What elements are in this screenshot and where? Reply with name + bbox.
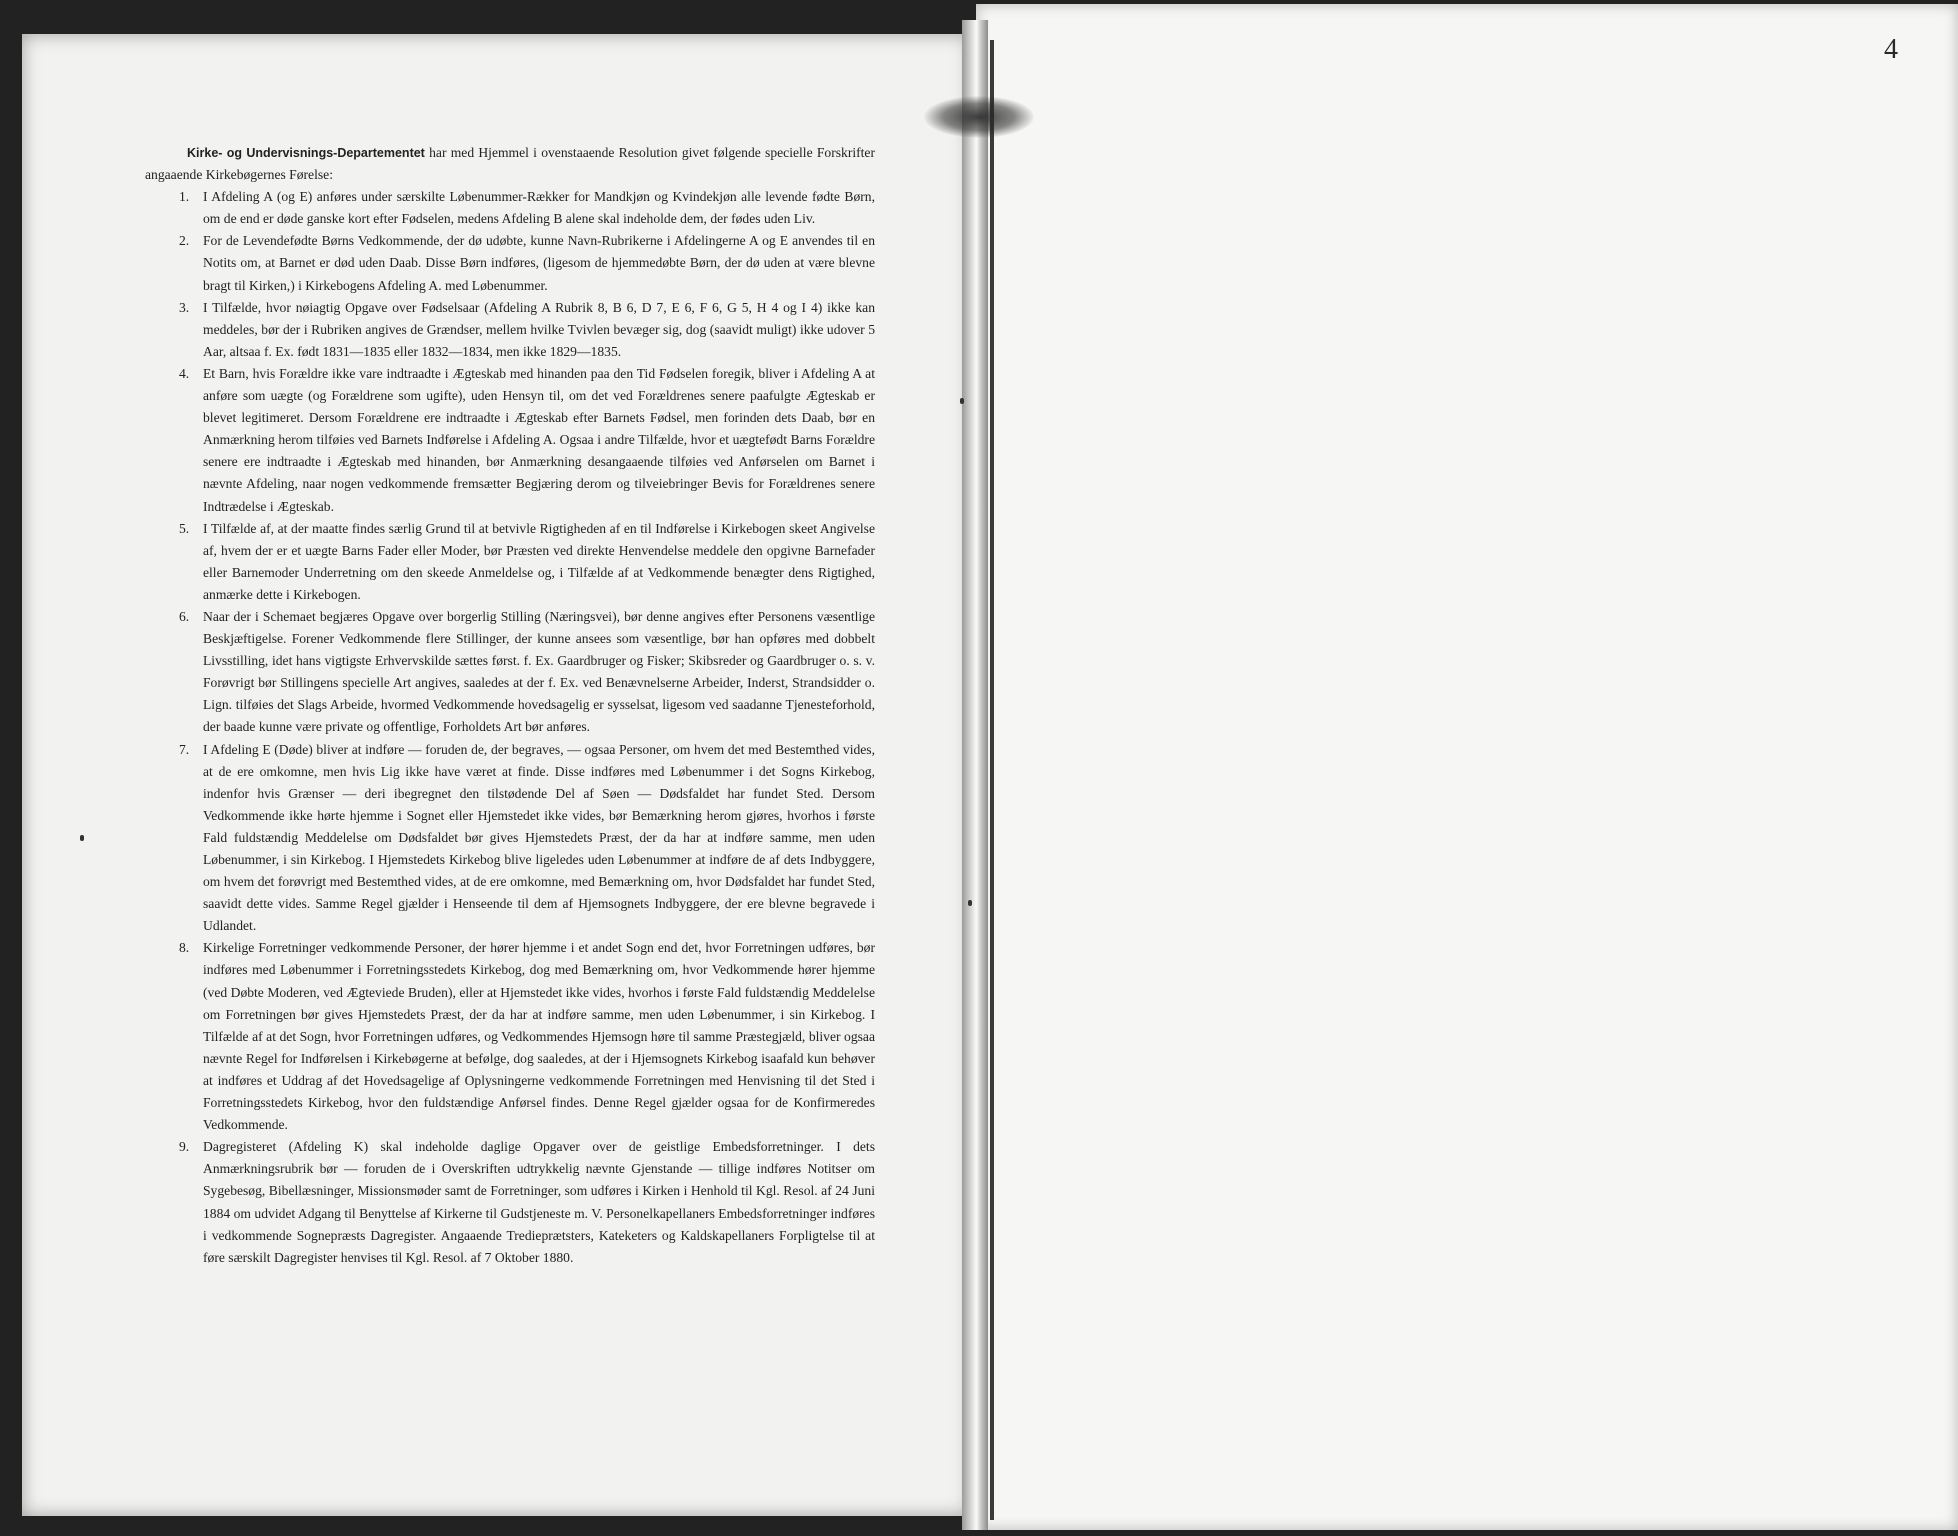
regulation-item	[145, 297, 875, 363]
regulation-item	[145, 739, 875, 938]
item-text: Kirkelige Forretninger vedkommende Personer, der hører hjemme i et andet Sogn end det, hvor Forretningen udføres, bør indføres med Løbenummer i Forretningsstedets Kirkebog, dog med Bemærkning om, hvor Vedkommende hører hjemme (ved Døbte Moderen, ved Ægteviede Bruden), eller at Hjemstedet ikke vides, hvorhos i første Fald fuldstændig Meddelelse om Forretningen bør gives Hjemstedets Præst, der da har at indføre samme, men uden Løbenummer, i sin Kirkebog. I Tilfælde af at det Sogn, hvor Forretningen udføres, og Vedkommendes Hjemsogn høre til samme Præstegjæld, bliver ogsaa nævnte Regel for Indførelsen i Kirkebøgerne at befølge, dog saaledes, at der i Hjemsognets Kirkebog isaafald kun behøver at indføres et Uddrag af det Hovedsagelige af Oplysningerne vedkommende Forretningen med Henvisning til det Sted i Forretningsstedets Kirkebog, hvor den fuldstændige Anførsel findes. Denne Regel gjælder ogsaa for de Konfirmeredes Vedkommende.	[203, 940, 875, 1133]
regulations-text	[145, 142, 875, 1269]
right-page	[976, 4, 1958, 1530]
book-gutter	[962, 20, 988, 1530]
item-text: Et Barn, hvis Forældre ikke vare indtraadte i Ægteskab med hinanden paa den Tid Fødselen foregik, bliver i Afdeling A at anføre som uægte (og Forældrene som ugifte), uden Hensyn til, om det ved Forældrenes senere paafulgte Ægteskab er blevet legitimeret. Dersom Forældrene ere indtraadte i Ægteskab efter Barnets Fødsel, men forinden dets Daab, bør en Anmærkning herom tilføies ved Barnets Indførelse i Afdeling A. Ogsaa i andre Tilfælde, hvor et uægtefødt Barns Forældre senere ere indtraadte i Ægteskab med hinanden, bør Anmærkning desangaaende tilføies ved Anførselen om Barnet i nævnte Afdeling, naar nogen vedkommende fremsætter Begjæring derom og tilveiebringer Bevis for Forældrenes senere Indtrædelse i Ægteskab.	[203, 365, 875, 514]
paper-speck	[968, 900, 972, 906]
item-number: 3.	[179, 299, 190, 315]
regulation-item	[145, 1136, 875, 1269]
item-text: Dagregisteret (Afdeling K) skal indeholde daglige Opgaver over de geistlige Embedsforretninger. I dets Anmærkningsrubrik bør — foruden de i Overskriften udtrykkelig nævnte Gjenstande — tillige indføres Notitser om Sygebesøg, Bibellæsninger, Missionsmøder samt de Forretninger, som udføres i Kirken i Henhold til Kgl. Resol. af 24 Juni 1884 om udvidet Adgang til Benyttelse af Kirkerne til Gudstjeneste m. V. Personelkapellaners Embedsforretninger indføres i vedkommende Sognepræsts Dagregister. Angaaende Tredieprætsters, Kateketers og Kaldskapellaners Forpligtelse til at føre særskilt Dagregister henvises til Kgl. Resol. af 7 Oktober 1880.	[203, 1139, 875, 1265]
ink-blot-mark	[924, 96, 1034, 138]
paper-speck	[960, 398, 964, 404]
regulation-item	[145, 937, 875, 1136]
item-text: I Tilfælde, hvor nøiagtig Opgave over Fødselsaar (Afdeling A Rubrik 8, B 6, D 7, E 6, F 6, G 5, H 4 og I 4) ikke kan meddeles, bør der i Rubriken angives de Grændser, mellem hvilke Tvivlen bevæger sig, dog (saavidt muligt) ikke udover 5 Aar, altsaa f. Ex. født 1831—1835 eller 1832—1834, men ikke 1829—1835.	[203, 299, 875, 359]
item-text: Naar der i Schemaet begjæres Opgave over borgerlig Stilling (Næringsvei), bør denne angives efter Personens væsentlige Beskjæftigelse. Forener Vedkommende flere Stillinger, der kunne ansees som væsentlige, bør han opføres med dobbelt Livsstilling, idet hans vigtigste Erhvervskilde sættes først. f. Ex. Gaardbruger og Fisker; Skibsreder og Gaardbruger o. s. v. Forøvrigt bør Stillingens specielle Art angives, saaledes at der f. Ex. ved Benævnelserne Arbeider, Inderst, Strandsidder o. Lign. tilføies det Slags Arbeide, hvormed Vedkommende hovedsagelig er sysselsat, ligesom ved saadanne Tjenesteforhold, der baade kunne være private og offentlige, Forholdets Art bør anføres.	[203, 608, 875, 735]
regulation-item	[145, 230, 875, 296]
item-text: I Tilfælde af, at der maatte findes særlig Grund til at betvivle Rigtigheden af en til Indførelse i Kirkebogen skeet Angivelse af, hvem der er et uægte Barns Fader eller Moder, bør Præsten ved direkte Henvendelse meddele den opgivne Barnefader eller Barnemoder Underretning om den skeede Anmeldelse og, i Tilfælde af at Vedkommende benægter dens Rigtighed, anmærke dette i Kirkebogen.	[203, 520, 875, 602]
item-number: 1.	[179, 189, 190, 205]
intro-paragraph	[145, 142, 875, 186]
intro-text: har med Hjemmel i ovenstaaende Resolution givet følgende specielle Forskrifter angaaende Kirkebøgernes Førelse:	[145, 145, 875, 183]
item-number: 5.	[179, 520, 190, 536]
page-number: 4	[1884, 34, 1898, 65]
paper-speck	[80, 835, 84, 841]
regulation-item	[145, 186, 875, 230]
regulation-item	[145, 363, 875, 518]
regulation-item	[145, 606, 875, 739]
item-number: 8.	[179, 940, 190, 956]
page-fold-line	[990, 40, 994, 1520]
item-number: 4.	[179, 365, 190, 381]
department-name: Kirke- og Undervisnings-Departementet	[187, 146, 425, 160]
item-number: 2.	[179, 233, 190, 249]
item-text: I Afdeling A (og E) anføres under særskilte Løbenummer-Rækker for Mandkjøn og Kvindekjøn alle levende fødte Børn, om de end er døde ganske kort efter Fødselen, medens Afdeling B alene skal indeholde dem, der fødes uden Liv.	[203, 189, 875, 227]
regulation-item	[145, 518, 875, 606]
item-text: I Afdeling E (Døde) bliver at indføre — foruden de, der begraves, — ogsaa Personer, om hvem det med Bestemthed vides, at de ere omkomne, men hvis Lig ikke have været at finde. Disse indføres med Løbenummer i det Sogns Kirkebog, indenfor hvis Grænser — deri ibegregnet den tilstødende Del af Søen — Dødsfaldet har fundet Sted. Dersom Vedkommende ikke hørte hjemme i Sognet eller Hjemstedet ikke vides, bør Bemærkning herom gjøres, hvorhos i første Fald fuldstændig Meddelelse om Dødsfaldet bør gives Hjemstedets Præst, der da har at indføre samme, men uden Løbenummer, i sin Kirkebog. I Hjemstedets Kirkebog blive ligeledes uden Løbenummer at indføre de af dets Indbyggere, om hvem det forøvrigt med Bestemthed vides, at de ere omkomne, med Bemærkning om, hvor Dødsfaldet har fundet Sted, saavidt dette vides. Samme Regel gjælder i Henseende til dem af Hjemsognets Indbyggere, der ere blevne begravede i Udlandet.	[203, 741, 875, 934]
item-number: 6.	[179, 608, 190, 624]
item-number: 7.	[179, 741, 190, 757]
item-text: For de Levendefødte Børns Vedkommende, der dø udøbte, kunne Navn-Rubrikerne i Afdelingerne A og E anvendes til en Notits om, at Barnet er død uden Daab. Disse Børn indføres, (ligesom de hjemmedøbte Børn, der dø uden at være blevne bragt til Kirken,) i Kirkebogens Afdeling A. med Løbenummer.	[203, 233, 875, 293]
item-number: 9.	[179, 1139, 190, 1155]
